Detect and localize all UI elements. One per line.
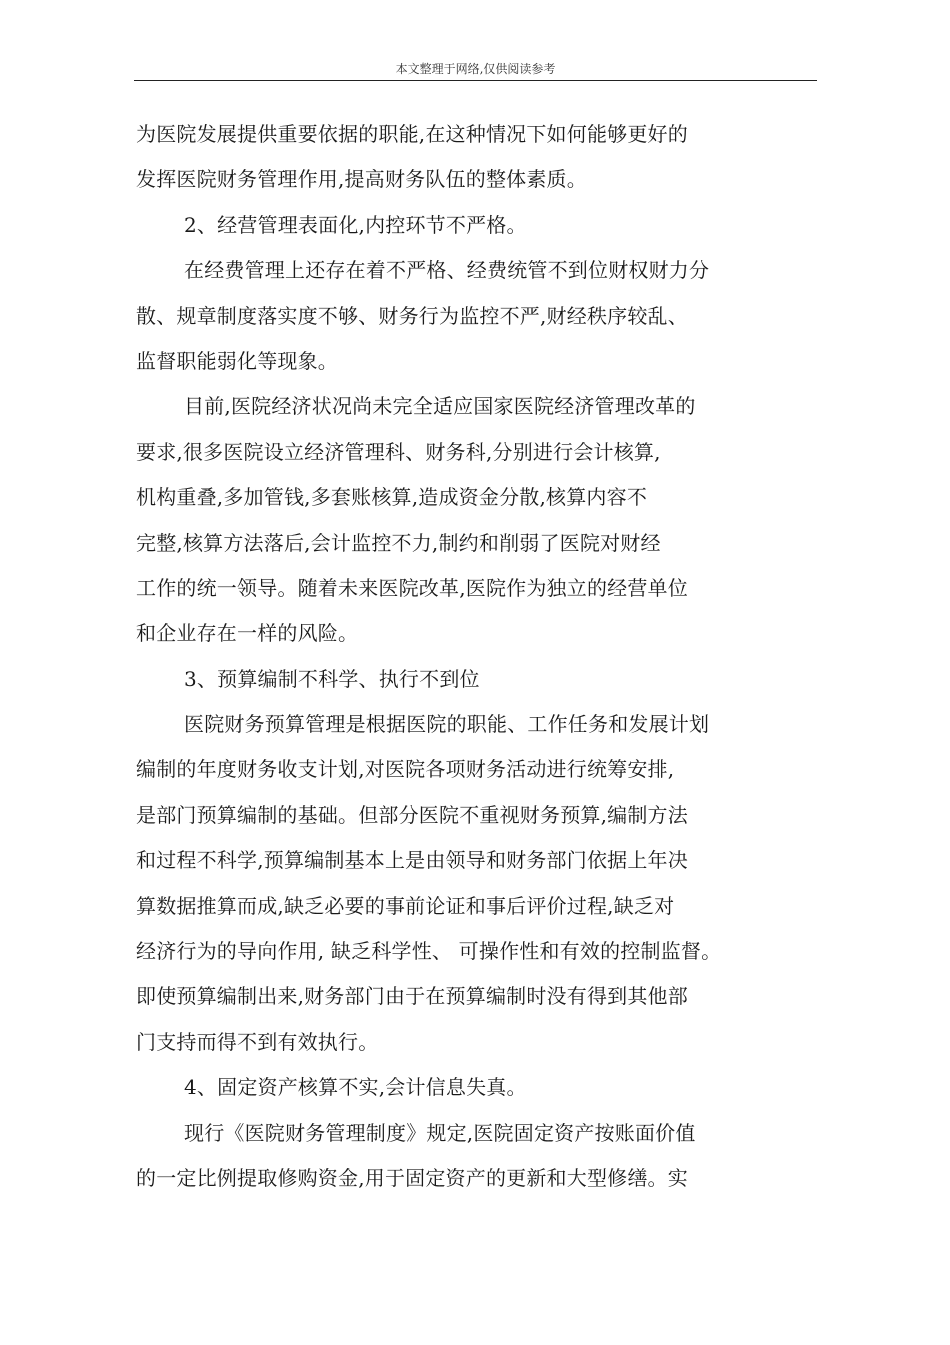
text-line: 散、规章制度落实度不够、财务行为监控不严,财经秩序较乱、 [136, 303, 688, 328]
body-text [136, 112, 816, 1201]
text-line: 经济行为的导向作用, 缺乏科学性、 可操作性和有效的控制监督。 [136, 939, 722, 964]
text-line: 完整,核算方法落后,会计监控不力,制约和削弱了医院对财经 [136, 530, 661, 555]
text-line: 现行《医院财务管理制度》规定,医院固定资产按账面价值 [184, 1120, 696, 1145]
text-line: 算数据推算而成,缺乏必要的事前论证和事后评价过程,缺乏对 [136, 893, 675, 918]
section-heading: 2、经营管理表面化,内控环节不严格。 [184, 212, 527, 237]
section-heading: 3、预算编制不科学、执行不到位 [184, 666, 480, 691]
text-line: 即使预算编制出来,财务部门由于在预算编制时没有得到其他部 [136, 984, 688, 1009]
section-heading: 4、固定资产核算不实,会计信息失真。 [184, 1075, 527, 1100]
text-line: 机构重叠,多加管钱,多套账核算,造成资金分散,核算内容不 [136, 485, 648, 510]
text-line: 监督职能弱化等现象。 [136, 348, 338, 373]
text-line: 门支持而得不到有效执行。 [136, 1029, 379, 1054]
header-divider [134, 80, 817, 81]
text-line: 和企业存在一样的风险。 [136, 621, 359, 646]
text-line: 为医院发展提供重要依据的职能,在这种情况下如何能够更好的 [136, 122, 688, 146]
text-line: 工作的统一领导。随着未来医院改革,医院作为独立的经营单位 [136, 575, 688, 600]
text-line: 编制的年度财务收支计划,对医院各项财务活动进行统筹安排, [136, 757, 675, 782]
text-line: 医院财务预算管理是根据医院的职能、工作任务和发展计划 [184, 712, 710, 737]
text-line: 目前,医院经济状况尚未完全适应国家医院经济管理改革的 [184, 394, 696, 419]
text-line: 是部门预算编制的基础。但部分医院不重视财务预算,编制方法 [136, 802, 688, 827]
text-line: 的一定比例提取修购资金,用于固定资产的更新和大型修缮。实 [136, 1165, 688, 1190]
text-line: 发挥医院财务管理作用,提高财务队伍的整体素质。 [136, 167, 587, 192]
text-line: 要求,很多医院设立经济管理科、财务科,分别进行会计核算, [136, 439, 661, 464]
text-line: 在经费管理上还存在着不严格、经费统管不到位财权财力分 [184, 258, 710, 283]
page-header: 本文整理于网络,仅供阅读参考 [395, 62, 556, 76]
text-line: 和过程不科学,预算编制基本上是由领导和财务部门依据上年决 [136, 848, 688, 873]
